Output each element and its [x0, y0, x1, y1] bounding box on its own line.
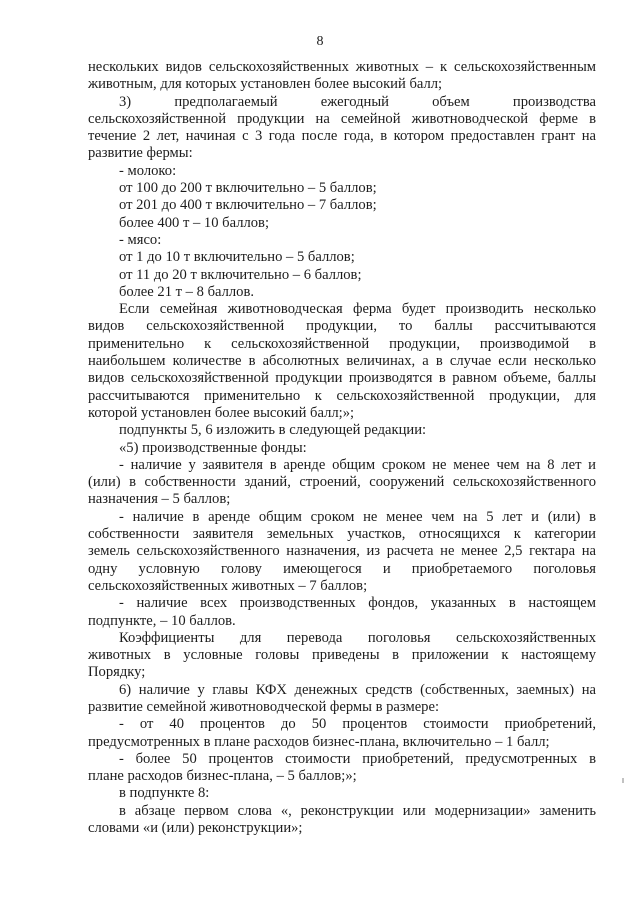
text-line: сельскохозяйственной продукции на семейной животноводческой ферме в	[88, 110, 596, 127]
text-line: в абзаце первом слова «, реконструкции или модернизации» заменить	[119, 802, 596, 819]
text-line: животных в условные головы приведены в приложении к настоящему	[88, 647, 596, 664]
text-line: Коэффициенты для перевода поголовья сельскохозяйственных	[119, 629, 596, 646]
text-line: нескольких видов сельскохозяйственных животных – к сельскохозяйственным	[88, 59, 596, 75]
text-line: подпункте, – 10 баллов.	[88, 612, 236, 629]
scan-mark	[622, 778, 624, 783]
text-line: (или) в собственности зданий, строений, сооружений сельскохозяйственного	[88, 474, 596, 491]
text-line: - наличие в аренде общим сроком не менее чем на 5 лет и (или) в	[119, 508, 596, 525]
text-line: которой установлен более высокий балл;»;	[88, 404, 355, 421]
text-line: течение 2 лет, начиная с 3 года после года, в котором предоставлен грант на	[88, 128, 596, 145]
text-line: наибольшем количестве в абсолютных величинах, а в случае если несколько	[88, 353, 596, 370]
text-line: более 400 т – 10 баллов;	[119, 214, 270, 231]
text-line: от 1 до 10 т включительно – 5 баллов;	[119, 249, 355, 266]
text-line: от 201 до 400 т включительно – 7 баллов;	[119, 197, 377, 214]
document-body	[88, 59, 596, 837]
text-line: - наличие у заявителя в аренде общим сроком не менее чем на 8 лет и	[119, 456, 596, 473]
text-line: 6) наличие у главы КФХ денежных средств (собственных, заемных) на	[119, 681, 596, 698]
text-line: видов сельскохозяйственной продукции, то баллы рассчитываются	[88, 318, 596, 335]
text-line: подпункты 5, 6 изложить в следующей редакции:	[119, 422, 427, 439]
page-number: 8	[316, 34, 324, 49]
text-line: развитие фермы:	[88, 145, 193, 162]
text-line: Если семейная животноводческая ферма будет производить несколько	[119, 301, 596, 318]
text-line: рассчитываются применительно к сельскохозяйственной продукции, для	[88, 387, 596, 404]
text-line: от 11 до 20 т включительно – 6 баллов;	[119, 266, 362, 283]
text-line: - молоко:	[119, 162, 177, 179]
text-line: сельскохозяйственных животных – 7 баллов;	[88, 577, 368, 594]
text-line: более 21 т – 8 баллов.	[119, 283, 255, 300]
text-line: - мясо:	[119, 231, 162, 248]
text-line: в подпункте 8:	[119, 785, 210, 802]
text-line: развитие семейной животноводческой фермы в размере:	[88, 698, 440, 715]
text-line: видов сельскохозяйственной продукции производятся в равном объеме, баллы	[88, 370, 596, 387]
text-line: назначения – 5 баллов;	[88, 491, 231, 508]
text-line: Порядку;	[88, 664, 146, 681]
text-line: от 100 до 200 т включительно – 5 баллов;	[119, 180, 377, 197]
text-line: «5) производственные фонды:	[119, 439, 307, 456]
text-line: словами «и (или) реконструкции»;	[88, 820, 303, 837]
text-line: животным, для которых установлен более высокий балл;	[88, 76, 443, 93]
text-line: плане расходов бизнес-плана, – 5 баллов;»;	[88, 768, 357, 785]
text-line: - от 40 процентов до 50 процентов стоимости приобретений,	[119, 716, 596, 733]
text-line: - более 50 процентов стоимости приобретений, предусмотренных в	[119, 750, 596, 767]
text-line: применительно к сельскохозяйственной продукции, производимой в	[88, 335, 596, 352]
text-line: предусмотренных в плане расходов бизнес-плана, включительно – 1 балл;	[88, 733, 550, 750]
text-line: собственности заявителя земельных участков, относящихся к категории	[88, 526, 596, 543]
text-line: одну условную голову имеющегося и приобретаемого поголовья	[88, 560, 596, 577]
text-line: 3) предполагаемый ежегодный объем производства	[119, 93, 596, 110]
text-line: земель сельскохозяйственного назначения, из расчета не менее 2,5 гектара на	[88, 543, 596, 560]
text-line: - наличие всех производственных фондов, указанных в настоящем	[119, 595, 596, 612]
